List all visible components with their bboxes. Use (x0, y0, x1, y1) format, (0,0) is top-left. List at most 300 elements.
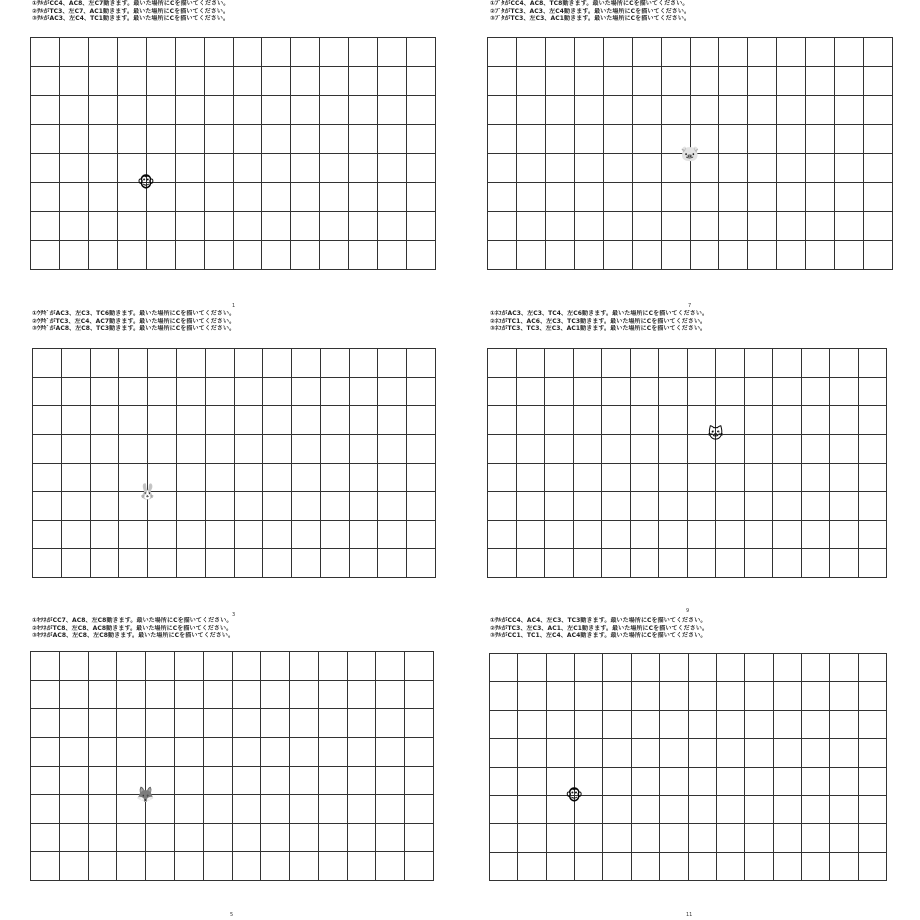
grid-cell[interactable] (119, 435, 148, 464)
grid-cell[interactable] (859, 492, 888, 521)
grid-cell[interactable] (321, 349, 350, 378)
grid-cell[interactable] (859, 739, 887, 767)
grid-cell[interactable] (175, 795, 204, 824)
grid-cell[interactable] (378, 96, 407, 125)
grid-cell[interactable] (261, 738, 290, 767)
grid-cell[interactable] (291, 212, 320, 241)
grid-cell[interactable] (575, 212, 604, 241)
grid-cell[interactable] (233, 652, 262, 681)
grid-cell[interactable] (688, 349, 717, 378)
grid-cell[interactable] (574, 549, 603, 578)
grid-cell[interactable] (320, 183, 349, 212)
grid-cell[interactable] (262, 38, 291, 67)
grid-cell[interactable] (835, 183, 864, 212)
grid-cell[interactable] (407, 492, 436, 521)
grid-cell[interactable] (602, 406, 631, 435)
grid-cell[interactable] (488, 521, 517, 550)
grid-cell[interactable] (517, 521, 546, 550)
grid-cell[interactable] (147, 96, 176, 125)
grid-cell[interactable] (233, 852, 262, 881)
grid-cell[interactable] (719, 212, 748, 241)
grid-cell[interactable] (233, 681, 262, 710)
grid-cell[interactable] (117, 824, 146, 853)
grid-cell[interactable] (830, 796, 858, 824)
grid-cell[interactable] (745, 654, 773, 682)
grid-cell[interactable] (89, 154, 118, 183)
grid-cell[interactable] (575, 154, 604, 183)
grid-cell[interactable] (545, 435, 574, 464)
grid-cell[interactable] (33, 549, 62, 578)
grid-cell[interactable] (488, 67, 517, 96)
grid-cell[interactable] (662, 183, 691, 212)
grid-cell[interactable] (117, 652, 146, 681)
grid-cell[interactable] (62, 521, 91, 550)
grid-cell[interactable] (60, 767, 89, 796)
grid-cell[interactable] (376, 652, 405, 681)
grid-cell[interactable] (864, 38, 893, 67)
grid-cell[interactable] (350, 378, 379, 407)
grid-cell[interactable] (148, 378, 177, 407)
grid-cell[interactable] (488, 125, 517, 154)
grid-cell[interactable] (146, 824, 175, 853)
grid-cell[interactable] (802, 406, 831, 435)
grid-cell[interactable] (176, 67, 205, 96)
grid-cell[interactable] (263, 549, 292, 578)
grid-cell[interactable] (830, 349, 859, 378)
grid-cell[interactable] (488, 241, 517, 270)
grid-cell[interactable] (488, 96, 517, 125)
grid-cell[interactable] (321, 435, 350, 464)
grid-cell[interactable] (91, 406, 120, 435)
grid-cell[interactable] (631, 521, 660, 550)
grid-cell[interactable] (575, 739, 603, 767)
grid-cell[interactable] (574, 521, 603, 550)
grid-cell[interactable] (517, 435, 546, 464)
grid-cell[interactable] (177, 349, 206, 378)
grid-cell[interactable] (290, 795, 319, 824)
grid-cell[interactable] (547, 654, 575, 682)
grid-cell[interactable] (376, 767, 405, 796)
grid-cell[interactable] (261, 709, 290, 738)
grid-cell[interactable] (148, 349, 177, 378)
grid-cell[interactable] (859, 768, 887, 796)
grid-cell[interactable] (233, 824, 262, 853)
grid-cell[interactable] (31, 38, 60, 67)
grid-cell[interactable] (719, 183, 748, 212)
grid-cell[interactable] (802, 824, 830, 852)
grid-cell[interactable] (262, 96, 291, 125)
grid-cell[interactable] (292, 435, 321, 464)
grid-cell[interactable] (631, 406, 660, 435)
grid-cell[interactable] (716, 349, 745, 378)
grid-cell[interactable] (407, 241, 436, 270)
grid-cell[interactable] (545, 464, 574, 493)
grid-cell[interactable] (118, 125, 147, 154)
grid-cell[interactable] (488, 549, 517, 578)
grid-cell[interactable] (488, 435, 517, 464)
grid-cell[interactable] (689, 768, 717, 796)
grid-cell[interactable] (488, 183, 517, 212)
grid-cell[interactable] (518, 796, 546, 824)
grid-cell[interactable] (378, 154, 407, 183)
grid-cell[interactable] (33, 349, 62, 378)
grid-cell[interactable] (233, 709, 262, 738)
grid-cell[interactable] (376, 795, 405, 824)
grid-cell[interactable] (517, 67, 546, 96)
grid-cell[interactable] (350, 549, 379, 578)
grid-cell[interactable] (177, 521, 206, 550)
grid-cell[interactable] (488, 154, 517, 183)
grid-cell[interactable] (517, 241, 546, 270)
grid-cell[interactable] (378, 183, 407, 212)
grid-cell[interactable] (660, 654, 688, 682)
grid-cell[interactable] (176, 38, 205, 67)
grid-cell[interactable] (719, 154, 748, 183)
grid-cell[interactable] (662, 96, 691, 125)
grid-cell[interactable] (91, 349, 120, 378)
grid-cell[interactable] (233, 795, 262, 824)
grid-cell[interactable] (292, 464, 321, 493)
grid-cell[interactable] (802, 492, 831, 521)
grid-cell[interactable] (62, 406, 91, 435)
grid-cell[interactable] (517, 378, 546, 407)
grid-cell[interactable] (117, 852, 146, 881)
grid-cell[interactable] (632, 711, 660, 739)
grid-cell[interactable] (407, 154, 436, 183)
grid-cell[interactable] (777, 96, 806, 125)
grid-cell[interactable] (546, 38, 575, 67)
grid-cell[interactable] (633, 212, 662, 241)
grid-cell[interactable] (488, 38, 517, 67)
grid-cell[interactable] (748, 183, 777, 212)
grid-cell[interactable] (148, 406, 177, 435)
grid-cell[interactable] (233, 738, 262, 767)
grid-cell[interactable] (290, 681, 319, 710)
grid-cell[interactable] (859, 682, 887, 710)
grid-cell[interactable] (774, 824, 802, 852)
grid-cell[interactable] (177, 378, 206, 407)
grid-cell[interactable] (859, 853, 887, 881)
grid-cell[interactable] (830, 549, 859, 578)
grid-cell[interactable] (632, 654, 660, 682)
grid-cell[interactable] (745, 796, 773, 824)
grid-cell[interactable] (518, 853, 546, 881)
grid-cell[interactable] (864, 154, 893, 183)
grid-cell[interactable] (89, 652, 118, 681)
grid-cell[interactable] (89, 852, 118, 881)
grid-cell[interactable] (488, 212, 517, 241)
grid-cell[interactable] (147, 212, 176, 241)
grid-cell[interactable] (633, 67, 662, 96)
grid-cell[interactable] (378, 406, 407, 435)
grid-cell[interactable] (717, 654, 745, 682)
grid-cell[interactable] (774, 739, 802, 767)
grid-cell[interactable] (147, 38, 176, 67)
grid-cell[interactable] (176, 212, 205, 241)
grid-cell[interactable] (490, 654, 518, 682)
grid-cell[interactable] (574, 435, 603, 464)
grid-cell[interactable] (546, 154, 575, 183)
grid-cell[interactable] (350, 492, 379, 521)
grid-cell[interactable] (859, 435, 888, 464)
grid-cell[interactable] (835, 212, 864, 241)
grid-cell[interactable] (773, 349, 802, 378)
grid-cell[interactable] (89, 38, 118, 67)
grid-cell[interactable] (574, 464, 603, 493)
grid-cell[interactable] (546, 67, 575, 96)
grid-cell[interactable] (777, 241, 806, 270)
grid-cell[interactable] (405, 767, 434, 796)
grid-cell[interactable] (802, 739, 830, 767)
grid-cell[interactable] (206, 549, 235, 578)
grid-cell[interactable] (864, 67, 893, 96)
grid-cell[interactable] (60, 125, 89, 154)
movement-grid[interactable] (30, 651, 434, 881)
grid-cell[interactable] (835, 96, 864, 125)
grid-cell[interactable] (633, 125, 662, 154)
grid-cell[interactable] (405, 652, 434, 681)
grid-cell[interactable] (292, 492, 321, 521)
grid-cell[interactable] (33, 435, 62, 464)
grid-cell[interactable] (146, 852, 175, 881)
grid-cell[interactable] (859, 521, 888, 550)
grid-cell[interactable] (176, 125, 205, 154)
grid-cell[interactable] (204, 738, 233, 767)
grid-cell[interactable] (864, 241, 893, 270)
grid-cell[interactable] (31, 183, 60, 212)
grid-cell[interactable] (517, 349, 546, 378)
grid-cell[interactable] (745, 464, 774, 493)
grid-cell[interactable] (262, 154, 291, 183)
grid-cell[interactable] (517, 125, 546, 154)
grid-cell[interactable] (378, 349, 407, 378)
grid-cell[interactable] (575, 183, 604, 212)
grid-cell[interactable] (117, 738, 146, 767)
grid-cell[interactable] (691, 241, 720, 270)
grid-cell[interactable] (802, 853, 830, 881)
grid-cell[interactable] (31, 795, 60, 824)
grid-cell[interactable] (631, 549, 660, 578)
grid-cell[interactable] (864, 125, 893, 154)
grid-cell[interactable] (660, 682, 688, 710)
grid-cell[interactable] (716, 549, 745, 578)
grid-cell[interactable] (31, 241, 60, 270)
grid-cell[interactable] (517, 154, 546, 183)
grid-cell[interactable] (262, 125, 291, 154)
grid-cell[interactable] (835, 154, 864, 183)
grid-cell[interactable] (602, 349, 631, 378)
grid-cell[interactable] (320, 67, 349, 96)
grid-cell[interactable] (89, 709, 118, 738)
grid-cell[interactable] (660, 768, 688, 796)
grid-cell[interactable] (602, 464, 631, 493)
grid-cell[interactable] (290, 824, 319, 853)
grid-cell[interactable] (292, 349, 321, 378)
grid-cell[interactable] (204, 824, 233, 853)
grid-cell[interactable] (146, 681, 175, 710)
grid-cell[interactable] (235, 378, 264, 407)
grid-cell[interactable] (719, 38, 748, 67)
grid-cell[interactable] (806, 241, 835, 270)
grid-cell[interactable] (89, 681, 118, 710)
grid-cell[interactable] (60, 96, 89, 125)
grid-cell[interactable] (60, 738, 89, 767)
grid-cell[interactable] (319, 709, 348, 738)
grid-cell[interactable] (204, 681, 233, 710)
grid-cell[interactable] (603, 739, 631, 767)
grid-cell[interactable] (62, 378, 91, 407)
grid-cell[interactable] (547, 853, 575, 881)
grid-cell[interactable] (859, 711, 887, 739)
grid-cell[interactable] (777, 125, 806, 154)
grid-cell[interactable] (546, 96, 575, 125)
grid-cell[interactable] (806, 183, 835, 212)
grid-cell[interactable] (31, 125, 60, 154)
grid-cell[interactable] (518, 768, 546, 796)
grid-cell[interactable] (348, 738, 377, 767)
grid-cell[interactable] (205, 154, 234, 183)
grid-cell[interactable] (716, 521, 745, 550)
grid-cell[interactable] (117, 681, 146, 710)
grid-cell[interactable] (261, 852, 290, 881)
grid-cell[interactable] (291, 38, 320, 67)
grid-cell[interactable] (378, 125, 407, 154)
grid-cell[interactable] (407, 212, 436, 241)
grid-cell[interactable] (234, 38, 263, 67)
grid-cell[interactable] (830, 711, 858, 739)
grid-cell[interactable] (405, 681, 434, 710)
movement-grid[interactable] (489, 653, 887, 881)
grid-cell[interactable] (717, 768, 745, 796)
grid-cell[interactable] (378, 492, 407, 521)
grid-cell[interactable] (33, 378, 62, 407)
grid-cell[interactable] (745, 349, 774, 378)
grid-cell[interactable] (407, 96, 436, 125)
grid-cell[interactable] (777, 212, 806, 241)
grid-cell[interactable] (719, 241, 748, 270)
grid-cell[interactable] (802, 521, 831, 550)
grid-cell[interactable] (204, 652, 233, 681)
grid-cell[interactable] (349, 96, 378, 125)
grid-cell[interactable] (147, 67, 176, 96)
grid-cell[interactable] (348, 652, 377, 681)
grid-cell[interactable] (830, 435, 859, 464)
grid-cell[interactable] (717, 711, 745, 739)
grid-cell[interactable] (378, 549, 407, 578)
grid-cell[interactable] (348, 767, 377, 796)
grid-cell[interactable] (830, 739, 858, 767)
grid-cell[interactable] (632, 739, 660, 767)
grid-cell[interactable] (176, 241, 205, 270)
grid-cell[interactable] (806, 96, 835, 125)
grid-cell[interactable] (659, 521, 688, 550)
grid-cell[interactable] (33, 521, 62, 550)
grid-cell[interactable] (204, 795, 233, 824)
grid-cell[interactable] (631, 492, 660, 521)
grid-cell[interactable] (91, 549, 120, 578)
grid-cell[interactable] (119, 406, 148, 435)
grid-cell[interactable] (545, 406, 574, 435)
grid-cell[interactable] (835, 67, 864, 96)
grid-cell[interactable] (517, 183, 546, 212)
grid-cell[interactable] (864, 212, 893, 241)
grid-cell[interactable] (204, 852, 233, 881)
grid-cell[interactable] (748, 96, 777, 125)
grid-cell[interactable] (774, 768, 802, 796)
grid-cell[interactable] (517, 549, 546, 578)
grid-cell[interactable] (547, 682, 575, 710)
grid-cell[interactable] (546, 212, 575, 241)
grid-cell[interactable] (263, 464, 292, 493)
grid-cell[interactable] (320, 38, 349, 67)
grid-cell[interactable] (745, 492, 774, 521)
grid-cell[interactable] (376, 709, 405, 738)
grid-cell[interactable] (175, 709, 204, 738)
grid-cell[interactable] (773, 492, 802, 521)
grid-cell[interactable] (291, 67, 320, 96)
grid-cell[interactable] (631, 349, 660, 378)
grid-cell[interactable] (292, 521, 321, 550)
grid-cell[interactable] (659, 349, 688, 378)
grid-cell[interactable] (378, 435, 407, 464)
grid-cell[interactable] (546, 183, 575, 212)
grid-cell[interactable] (575, 853, 603, 881)
grid-cell[interactable] (518, 682, 546, 710)
grid-cell[interactable] (802, 654, 830, 682)
grid-cell[interactable] (290, 767, 319, 796)
grid-cell[interactable] (320, 125, 349, 154)
grid-cell[interactable] (119, 521, 148, 550)
grid-cell[interactable] (31, 824, 60, 853)
grid-cell[interactable] (806, 67, 835, 96)
grid-cell[interactable] (802, 711, 830, 739)
grid-cell[interactable] (745, 549, 774, 578)
grid-cell[interactable] (89, 183, 118, 212)
grid-cell[interactable] (603, 796, 631, 824)
grid-cell[interactable] (378, 241, 407, 270)
grid-cell[interactable] (177, 549, 206, 578)
grid-cell[interactable] (177, 492, 206, 521)
grid-cell[interactable] (773, 435, 802, 464)
grid-cell[interactable] (691, 183, 720, 212)
grid-cell[interactable] (89, 795, 118, 824)
grid-cell[interactable] (147, 241, 176, 270)
grid-cell[interactable] (319, 681, 348, 710)
grid-cell[interactable] (146, 652, 175, 681)
grid-cell[interactable] (206, 521, 235, 550)
grid-cell[interactable] (350, 349, 379, 378)
grid-cell[interactable] (91, 378, 120, 407)
grid-cell[interactable] (348, 852, 377, 881)
grid-cell[interactable] (263, 492, 292, 521)
grid-cell[interactable] (60, 709, 89, 738)
grid-cell[interactable] (575, 38, 604, 67)
grid-cell[interactable] (62, 464, 91, 493)
grid-cell[interactable] (689, 682, 717, 710)
grid-cell[interactable] (604, 154, 633, 183)
grid-cell[interactable] (205, 96, 234, 125)
grid-cell[interactable] (490, 682, 518, 710)
grid-cell[interactable] (60, 38, 89, 67)
grid-cell[interactable] (806, 212, 835, 241)
grid-cell[interactable] (290, 709, 319, 738)
grid-cell[interactable] (802, 378, 831, 407)
grid-cell[interactable] (632, 853, 660, 881)
grid-cell[interactable] (864, 183, 893, 212)
grid-cell[interactable] (546, 241, 575, 270)
grid-cell[interactable] (291, 154, 320, 183)
grid-cell[interactable] (148, 549, 177, 578)
